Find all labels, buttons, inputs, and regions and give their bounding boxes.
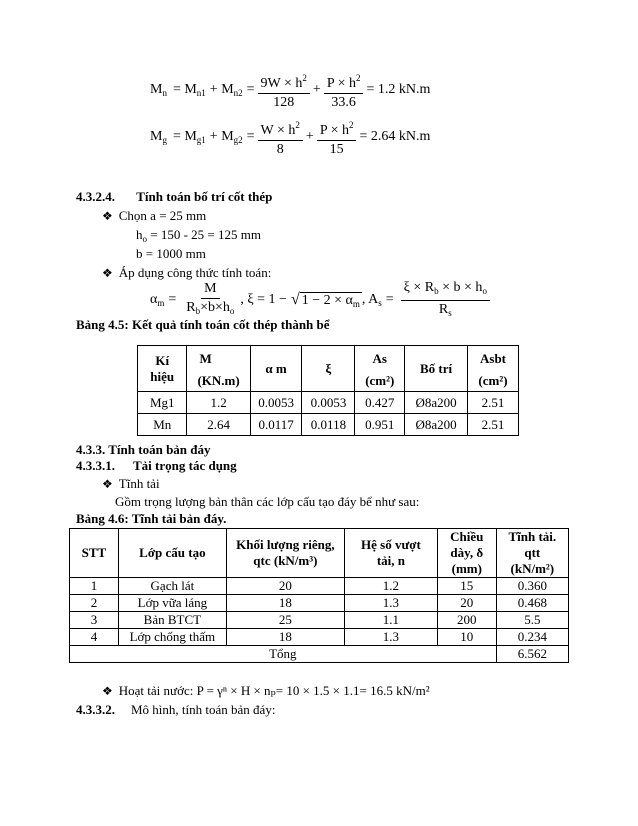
- cell-cd: 15: [437, 578, 496, 595]
- formula-mn-plus: +: [312, 82, 321, 97]
- formula-mn-term1: = $M_{n1}$: [172, 82, 206, 98]
- cell-ki-hieu: Mn: [138, 414, 187, 436]
- design-formula: [150, 278, 493, 322]
- cell-kl: 18: [226, 595, 344, 612]
- formula-mn-frac1: $\frac{9W \times h^2}{128}$: [258, 69, 310, 112]
- cell-kl: 20: [226, 578, 344, 595]
- cell-stt: 4: [70, 629, 119, 646]
- section-4324-title: Tính toán bố trí cốt thép: [136, 189, 273, 204]
- table45-caption: Bảng 4.5: Kết quả tính toán cốt thép thành bể: [76, 317, 330, 332]
- th-asbt-unit: (cm²): [468, 372, 519, 392]
- cell-cd: 10: [437, 629, 496, 646]
- xi-part: , ξ = 1 −: [240, 292, 287, 307]
- cell-asbt: 2.51: [468, 392, 519, 414]
- th-alpha: α m: [250, 346, 302, 392]
- formula-mg-lhs: $M_g$: [150, 129, 167, 145]
- cell-alpha: 0.0053: [250, 392, 302, 414]
- as-part: , $A_s$: [361, 292, 382, 308]
- th-stt: STT: [70, 529, 119, 578]
- table-row: [70, 595, 569, 612]
- cell-tt: 0.234: [496, 629, 568, 646]
- cell-cd: 20: [437, 595, 496, 612]
- cell-total-label: Tổng: [70, 646, 497, 663]
- formula-mn-result: = 1.2 kN.m: [366, 82, 431, 97]
- cell-stt: 1: [70, 578, 119, 595]
- cell-hs: 1.3: [344, 629, 437, 646]
- diamond-bullet-icon: ❖: [102, 684, 113, 698]
- table46-caption: Bảng 4.6: Tĩnh tải bản đáy.: [76, 511, 227, 526]
- th-xi: ξ: [302, 346, 355, 392]
- th-m-unit: (KN.m): [187, 372, 250, 392]
- cell-total-value: 6.562: [496, 646, 568, 663]
- cell-tt: 0.468: [496, 595, 568, 612]
- alpha-eq: =: [168, 292, 177, 307]
- diamond-bullet-icon: ❖: [102, 209, 113, 223]
- table-total-row: [70, 646, 569, 663]
- cell-stt: 3: [70, 612, 119, 629]
- cell-hs: 1.3: [344, 595, 437, 612]
- cell-lop: Lớp chống thấm: [118, 629, 226, 646]
- table-4-5: [137, 345, 519, 436]
- cell-hs: 1.1: [344, 612, 437, 629]
- th-tt: Tĩnh tải. qtt (kN/m²): [496, 529, 568, 578]
- th-bo-tri: Bố trí: [405, 346, 468, 392]
- formula-mg-frac2: $\frac{P \times h^2}{15}$: [317, 116, 357, 159]
- table-row: [70, 578, 569, 595]
- cell-kl: 18: [226, 629, 344, 646]
- formula-mg: [150, 115, 430, 159]
- th-ki-hieu: Kí hiệu: [138, 346, 187, 392]
- b-line: b = 1000 mm: [136, 246, 206, 261]
- table-row: [70, 629, 569, 646]
- bullet-hoat-tai: ❖ Hoạt tải nước: P = γⁿ × H × nₚ= 10 × 1.5 × 1.1= 16.5 kN/m²: [102, 683, 430, 698]
- bullet-tinh-tai: ❖ Tĩnh tải: [102, 476, 160, 491]
- sqrt-body: $1 - 2 \times \alpha_m$: [301, 292, 360, 309]
- cell-lop: Lớp vữa láng: [118, 595, 226, 612]
- th-asbt: Asbt: [468, 346, 519, 372]
- cell-alpha: 0.0117: [250, 414, 302, 436]
- th-lop: Lớp cấu tạo: [118, 529, 226, 578]
- cell-bo-tri: Ø8a200: [405, 392, 468, 414]
- formula-mg-eq: =: [246, 129, 255, 144]
- formula-mg-result: = 2.64 kN.m: [359, 129, 431, 144]
- formula-mn-term2: + $M_{n2}$: [209, 82, 243, 98]
- section-4324-heading: [76, 189, 272, 205]
- table-row: [70, 612, 569, 629]
- cell-as: 0.951: [355, 414, 405, 436]
- alpha-m: $\alpha_m$: [150, 292, 165, 308]
- cell-m: 1.2: [187, 392, 250, 414]
- cell-xi: 0.0053: [302, 392, 355, 414]
- section-4332-heading: 4.3.3.2. Mô hình, tính toán bản đáy:: [76, 702, 276, 717]
- alpha-fraction: $\frac{M}{R_b\times b\times h_o}$: [186, 281, 235, 316]
- diamond-bullet-icon: ❖: [102, 477, 113, 491]
- table-row: [138, 392, 519, 414]
- cell-cd: 200: [437, 612, 496, 629]
- formula-mg-term1: = $M_{g1}$: [172, 129, 206, 145]
- table-row: [138, 414, 519, 436]
- section-433-heading: 4.3.3. Tính toán bản đáy: [76, 442, 211, 457]
- as-fraction: $\frac{\xi \times R_b \times b \times h_o}{R_s}$: [401, 279, 490, 322]
- cell-hs: 1.2: [344, 578, 437, 595]
- cell-xi: 0.0118: [302, 414, 355, 436]
- diamond-bullet-icon: ❖: [102, 266, 113, 280]
- bullet-ap-dung: ❖ Áp dụng công thức tính toán:: [102, 265, 272, 280]
- cell-kl: 25: [226, 612, 344, 629]
- bullet-chon-a: ❖ Chọn a = 25 mm: [102, 208, 207, 223]
- th-kl: Khối lượng riêng, qtc (kN/m³): [226, 529, 344, 578]
- formula-mg-frac1: $\frac{W \times h^2}{8}$: [258, 116, 303, 159]
- paragraph-tinh-tai: Gồm trọng lượng bản thân các lớp cấu tạo đáy bể như sau:: [115, 494, 420, 509]
- cell-lop: Gạch lát: [118, 578, 226, 595]
- cell-bo-tri: Ø8a200: [405, 414, 468, 436]
- formula-mn-lhs: $M_n$: [150, 82, 167, 98]
- cell-m: 2.64: [187, 414, 250, 436]
- th-m: M: [187, 346, 250, 372]
- table-4-6: [69, 528, 569, 663]
- formula-mg-plus: +: [305, 129, 314, 144]
- cell-asbt: 2.51: [468, 414, 519, 436]
- formula-mg-term2: + $M_{g2}$: [209, 129, 243, 145]
- cell-tt: 0.360: [496, 578, 568, 595]
- cell-stt: 2: [70, 595, 119, 612]
- formula-mn-frac2: $\frac{P \times h^2}{33.6}$: [324, 69, 364, 112]
- th-cd: Chiều dày, δ (mm): [437, 529, 496, 578]
- th-as: As: [355, 346, 405, 372]
- sqrt-icon: √: [290, 291, 300, 308]
- th-as-unit: (cm²): [355, 372, 405, 392]
- formula-mn-eq: =: [246, 82, 255, 97]
- th-hs: Hệ số vượt tải, n: [344, 529, 437, 578]
- section-4331-heading: 4.3.3.1. Tải trọng tác dụng: [76, 458, 237, 473]
- cell-as: 0.427: [355, 392, 405, 414]
- cell-tt: 5.5: [496, 612, 568, 629]
- h0-line: $h_o = 150 - 25 = 125$ mm: [136, 227, 261, 244]
- cell-lop: Bản BTCT: [118, 612, 226, 629]
- section-4324-number: 4.3.2.4.: [76, 189, 115, 204]
- formula-mn: [150, 68, 430, 112]
- cell-ki-hieu: Mg1: [138, 392, 187, 414]
- as-eq: =: [385, 292, 394, 307]
